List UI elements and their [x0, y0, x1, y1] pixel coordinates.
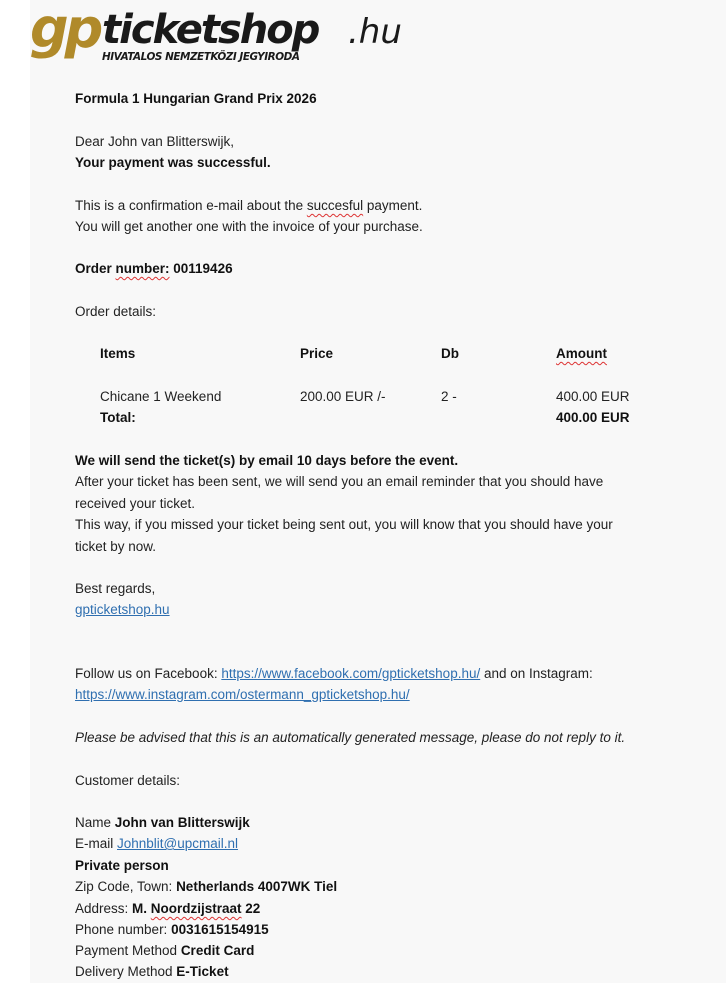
row-price: 200.00 EUR /- [300, 389, 386, 404]
row-item: Chicane 1 Weekend [100, 389, 222, 404]
person-type: Private person [75, 858, 169, 873]
customer-address [75, 898, 260, 919]
customer-phone [75, 919, 269, 940]
delivery-value: E-Ticket [176, 964, 229, 979]
confirmation-line-1 [75, 195, 422, 216]
header-price: Price [300, 346, 334, 361]
payment-status: Your payment was successful. [75, 155, 271, 170]
delivery-label: Delivery Method [75, 964, 177, 979]
reminder-line-4: ticket by now. [75, 539, 157, 554]
signature-link[interactable]: gpticketshop.hu [75, 602, 170, 617]
follow-line [75, 663, 593, 684]
instagram-link[interactable]: https://www.instagram.com/ostermann_gpticketshop.hu/ [75, 687, 410, 702]
order-number [75, 258, 233, 279]
total-label: Total: [100, 410, 136, 425]
greeting: Dear John van Blitterswijk, [75, 134, 235, 149]
logo-tagline: HIVATALOS NEMZETKÖZI JEGYIRODA [102, 50, 300, 63]
phone-value: 0031615154915 [171, 922, 269, 937]
email-link[interactable]: Johnblit@upcmail.nl [117, 836, 239, 851]
regards: Best regards, [75, 581, 156, 596]
payment-label: Payment Method [75, 943, 181, 958]
misspelled-word: succesful [306, 198, 364, 213]
reminder-line-3: This way, if you missed your ticket being sent out, you will know that you should have your [75, 517, 613, 532]
customer-payment [75, 940, 254, 961]
order-number-value: 00119426 [169, 261, 233, 276]
reminder-line-1: After your ticket has been sent, we will send you an email reminder that you should have [75, 474, 604, 489]
header-amount: Amount [556, 346, 607, 361]
name-label: Name [75, 815, 115, 830]
order-details-label: Order details: [75, 304, 157, 319]
logo-hu: .hu [348, 12, 402, 52]
order-label-number: number: [115, 261, 170, 276]
reminder-line-2: received your ticket. [75, 496, 196, 511]
logo-gp: gp [30, 0, 100, 60]
confirmation-text-end: payment. [363, 198, 423, 213]
facebook-link[interactable]: https://www.facebook.com/gpticketshop.hu/ [221, 666, 481, 681]
zip-value: Netherlands 4007WK Tiel [176, 879, 338, 894]
payment-value: Credit Card [180, 943, 255, 958]
gpticketshop-logo [30, 0, 430, 68]
customer-email [75, 833, 238, 854]
header-db: Db [441, 346, 459, 361]
row-amount: 400.00 EUR [556, 389, 630, 404]
customer-zip [75, 876, 337, 897]
customer-delivery [75, 961, 229, 982]
total-value: 400.00 EUR [556, 410, 630, 425]
follow-prefix: Follow us on Facebook: [75, 666, 222, 681]
logo-ticketshop: ticketshop [102, 7, 319, 53]
zip-label: Zip Code, Town: [75, 879, 177, 894]
address-label: Address: [75, 901, 133, 916]
header-items: Items [100, 346, 136, 361]
address-number: 22 [241, 901, 261, 916]
customer-details-label: Customer details: [75, 773, 181, 788]
ticket-notice: We will send the ticket(s) by email 10 days before the event. [75, 453, 459, 468]
address-value-prefix: M. [132, 901, 151, 916]
order-label: Order [75, 261, 116, 276]
customer-name [75, 812, 250, 833]
phone-label: Phone number: [75, 922, 172, 937]
address-street: Noordzijstraat [150, 901, 242, 916]
row-qty: 2 - [441, 389, 457, 404]
auto-notice: Please be advised that this is an automatically generated message, please do not reply to it. [75, 730, 626, 745]
confirmation-line-2: You will get another one with the invoice of your purchase. [75, 219, 423, 234]
confirmation-text: This is a confirmation e-mail about the [75, 198, 307, 213]
email-label: E-mail [75, 836, 118, 851]
name-value: John van Blitterswijk [114, 815, 250, 830]
event-title: Formula 1 Hungarian Grand Prix 2026 [75, 91, 317, 106]
follow-middle: and on Instagram: [480, 666, 593, 681]
